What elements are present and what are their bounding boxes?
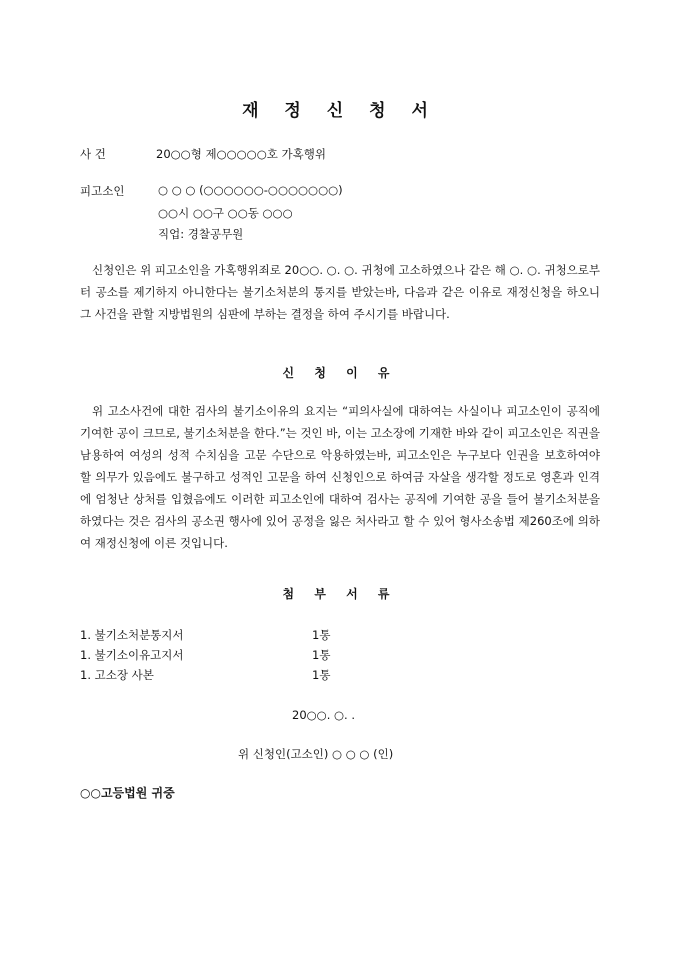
document-title: 재 정 신 청 서 <box>242 101 438 121</box>
accused-address: ○○시 ○○구 ○○동 ○○○ <box>158 206 293 220</box>
accused-occupation: 직업: 경찰공무원 <box>158 227 244 241</box>
accused-label: 피고소인 <box>80 184 125 198</box>
attachment-item: 1. 불기소처분통지서 <box>80 628 184 642</box>
attachment-count: 1통 <box>312 628 331 642</box>
attachments-heading: 첨 부 서 류 <box>282 587 398 601</box>
document-date: 20○○. ○. . <box>292 708 356 722</box>
intro-paragraph: 신청인은 위 피고소인을 가혹행위죄로 20○○. ○. ○. 귀청에 고소하였으나 같은 해 ○. ○. 귀청으로부터 공소를 제기하지 아니한다는 불기소처분의 통지를 받았는바, 다음과 같은 이유로 재정신청을 하오니 그 사건을 관할 지방법원의 심판에 부하는 결정을 하여 주시기를 바랍니다. <box>80 263 600 321</box>
accused-name-line: ○ ○ ○ (○○○○○○-○○○○○○○) <box>158 183 343 197</box>
applicant-signature: 위 신청인(고소인) ○ ○ ○ (인) <box>238 747 394 761</box>
reason-heading: 신 청 이 유 <box>282 366 398 380</box>
attachment-count: 1통 <box>312 668 331 682</box>
attachment-item: 1. 고소장 사본 <box>80 668 154 682</box>
case-label: 사 건 <box>80 147 106 161</box>
attachment-count: 1통 <box>312 648 331 662</box>
reason-paragraph: 위 고소사건에 대한 검사의 불기소이유의 요지는 “피의사실에 대하여는 사실이나 피고소인이 공직에 기여한 공이 크므로, 불기소처분을 한다.”는 것인 바, 이는 고소장에 기재한 바와 같이 피고소인은 직권을 남용하여 여성의 성적 수치심을 고문 수단으로 악용하였는바, 피고소인은 누구보다 인권을 보호하여야 할 의무가 있음에도 불구하고 성적인 고문을 하여 신청인으로 하여금 자살을 생각할 정도로 영혼과 인격에 엄청난 상처를 입혔음에도 이러한 피고소인에 대하여 검사는 공직에 기여한 공을 들어 불기소처분을 하였다는 것은 검사의 공소권 행사에 있어 공정을 잃은 처사라고 할 수 있어 형사소송법 제260조에 의하여 재정신청에 이른 것입니다. <box>80 404 600 550</box>
attachment-item: 1. 불기소이유고지서 <box>80 648 184 662</box>
case-value: 20○○형 제○○○○○호 가혹행위 <box>156 147 326 161</box>
court-addressee: ○○고등법원 귀중 <box>80 786 175 800</box>
